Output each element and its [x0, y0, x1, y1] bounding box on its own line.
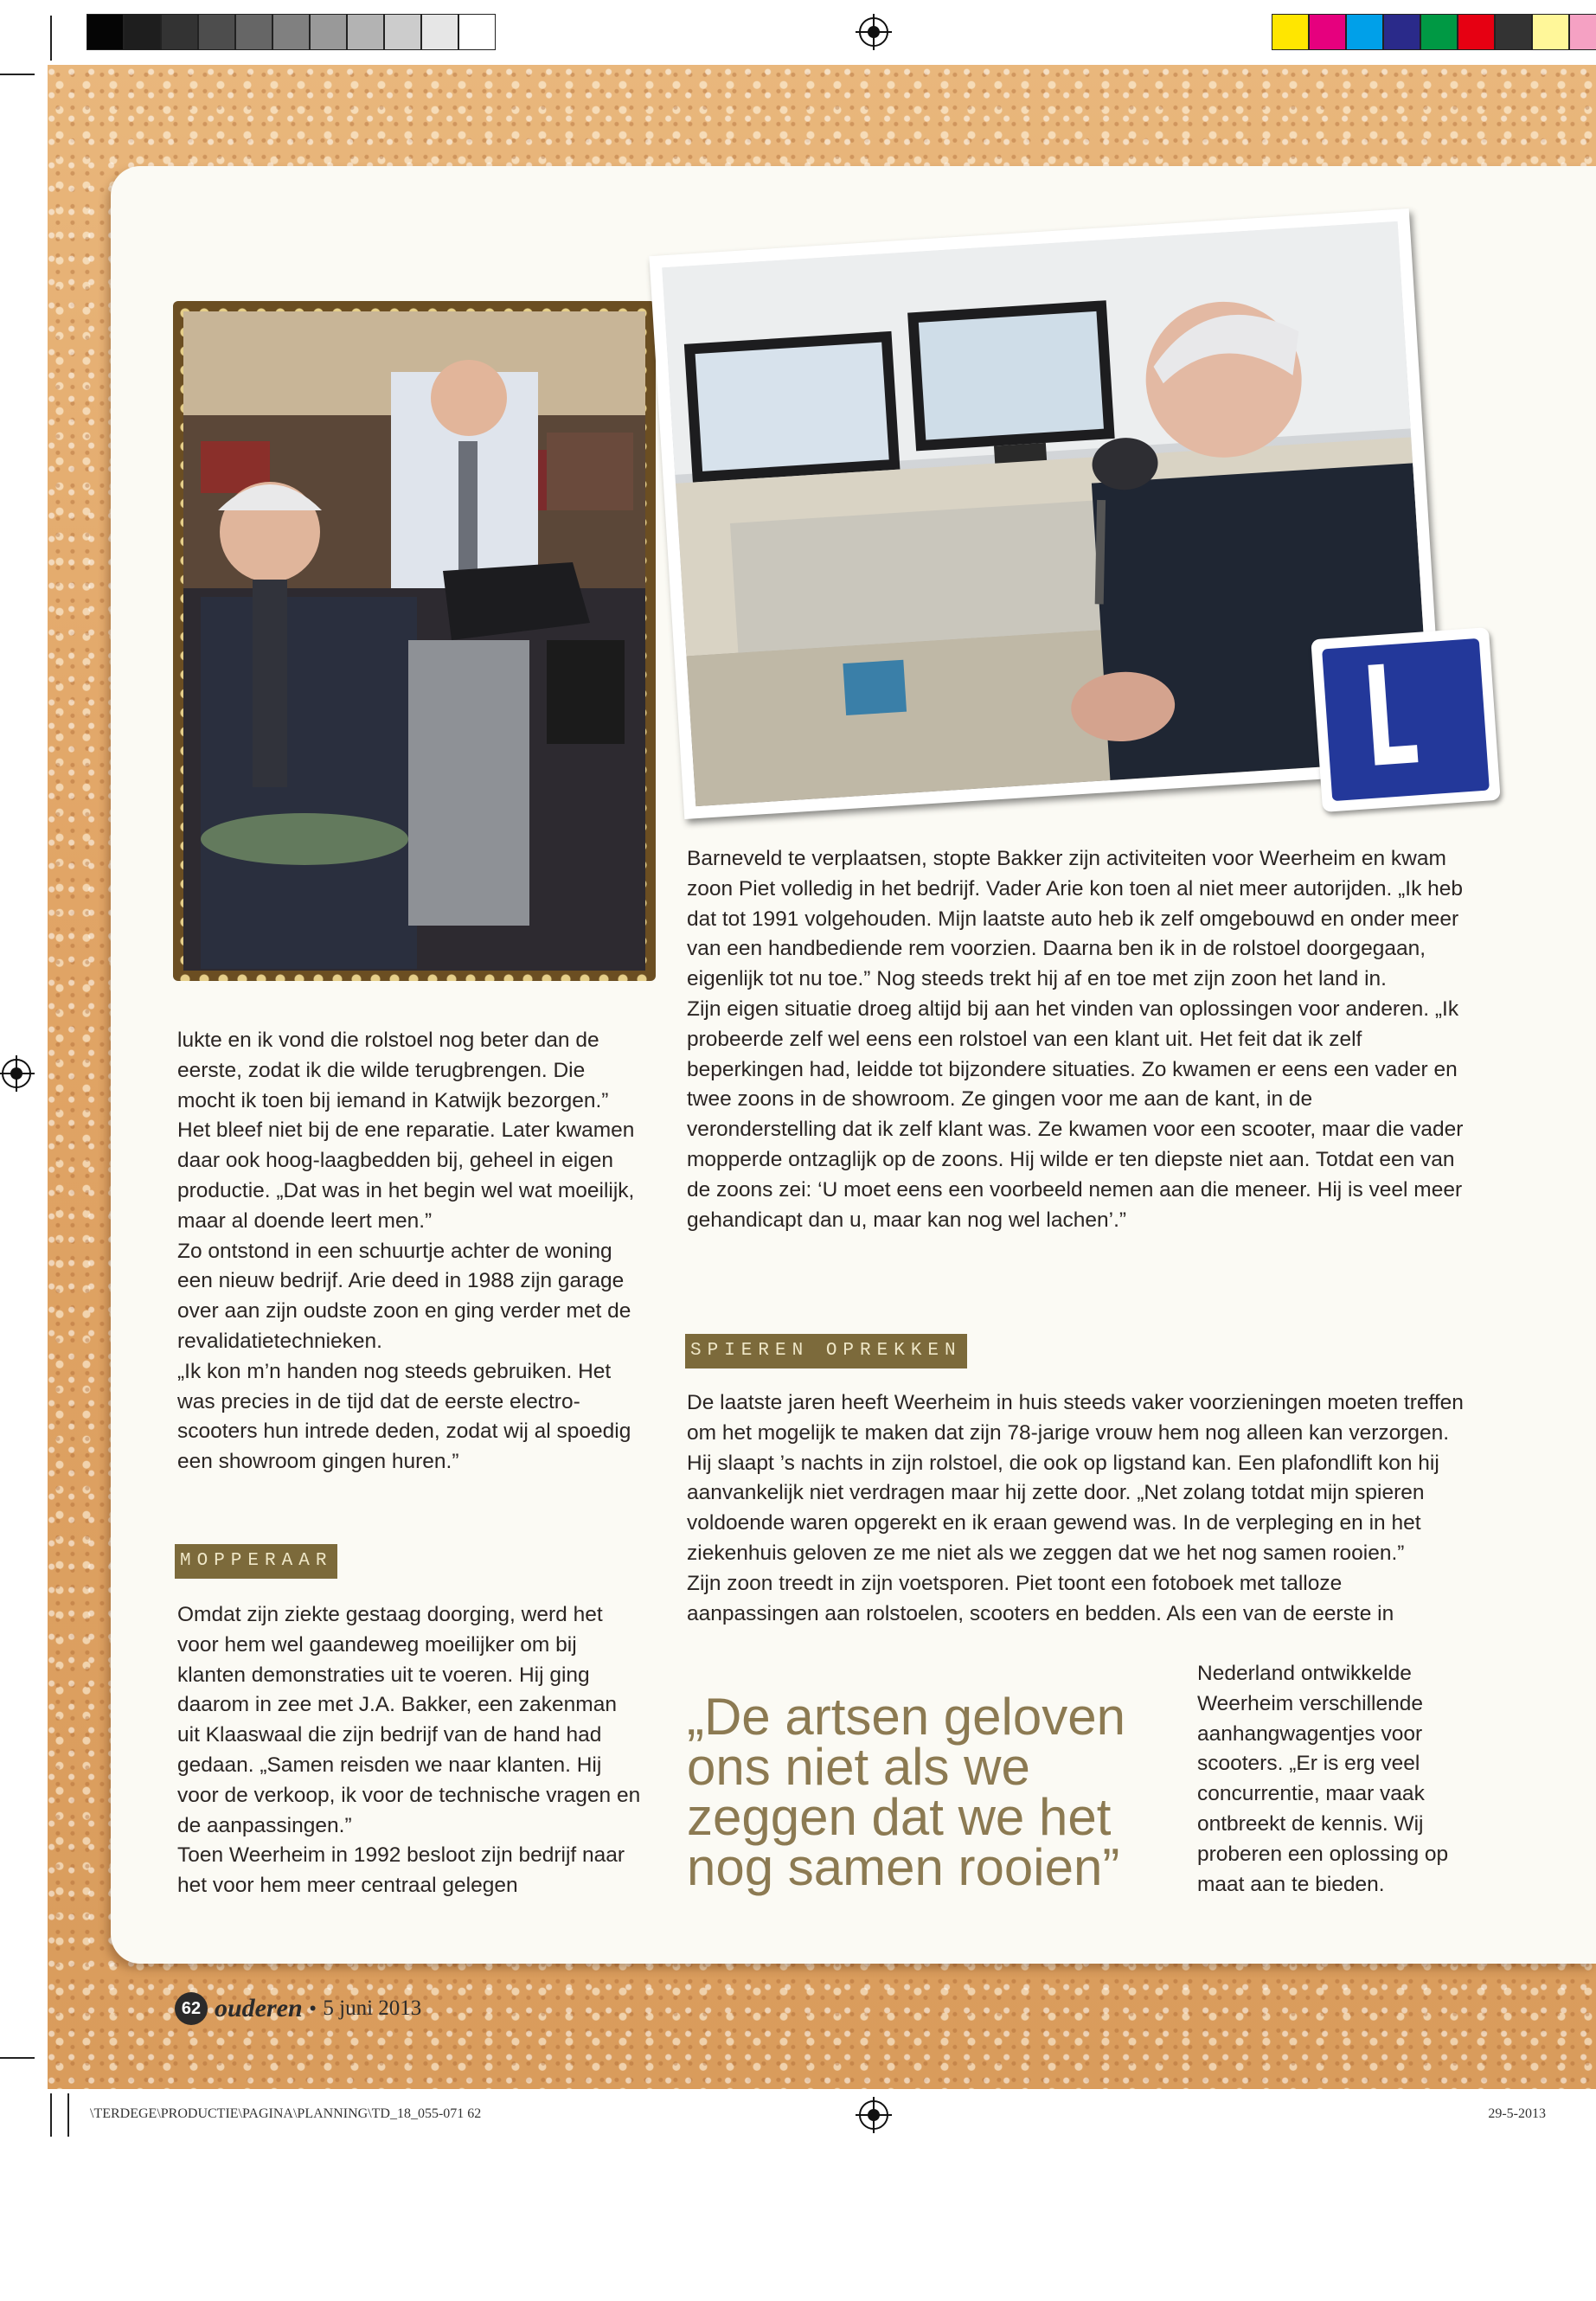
section-heading-spieren-oprekken: SPIEREN OPREKKEN [685, 1334, 967, 1368]
pull-quote-line: „De artsen geloven [687, 1688, 1125, 1746]
page-footer [175, 1991, 421, 2026]
calibration-swatch [272, 14, 310, 50]
calibration-swatch [421, 14, 458, 50]
right-column-tail [1197, 1659, 1465, 1900]
pull-quote-line: ons niet als we [687, 1738, 1030, 1796]
calibration-swatch [87, 14, 124, 50]
right-column-top [687, 844, 1465, 1235]
paragraph: Nederland ontwikkelde Weerheim verschillende aanhangwagentjes voor scooters. „Er is erg veel concurrentie, maar vaak ontbreekt de kennis. Wij proberen een oplossing op maat aan te bieden. [1197, 1662, 1449, 1896]
photo-scene-left [183, 311, 645, 971]
left-column-top [177, 1026, 644, 1477]
slug-path: \TERDEGE\PRODUCTIE\PAGINA\PLANNING\TD_18_055-071 62 [90, 2106, 482, 2121]
paragraph: Zijn zoon treedt in zijn voetsporen. Piet toont een fotoboek met talloze aanpassingen aan rolstoelen, scooters en bedden. Als een van de eerste in [687, 1571, 1394, 1625]
calibration-swatch [384, 14, 421, 50]
calibration-swatch [1458, 14, 1495, 50]
crop-mark [0, 74, 35, 75]
color-bar [1272, 14, 1596, 50]
calibration-swatch [458, 14, 496, 50]
photo-man-in-wheelchair [173, 301, 656, 981]
paragraph: Barneveld te verplaatsen, stopte Bakker zijn activiteiten voor Weerheim en kwam zoon Piet volledig in het bedrijf. Vader Arie kon toen al niet meer autorijden. „Ik heb dat tot 1991 volgehouden. Mijn laatste auto heb ik zelf omgebouwd en onder meer van een handbediende rem voorzien. Daarna ben ik in de rolstoel doorgegaan, eigenlijk tot nu toe.” Nog steeds trekt hij af en toe met zijn zoon het land in. [687, 847, 1464, 991]
calibration-swatch [1272, 14, 1309, 50]
crop-mark [50, 2093, 52, 2137]
registration-mark-bottom [859, 2100, 888, 2130]
calibration-swatch [1309, 14, 1346, 50]
grayscale-bar [87, 14, 496, 50]
pull-quote [687, 1688, 1171, 1896]
l-sign-letter [1364, 658, 1420, 769]
paragraph: De laatste jaren heeft Weerheim in huis steeds vaker voorzieningen moeten treffen om het mogelijk te maken dat zijn 78-jarige vrouw hem nog alleen kan verzorgen. Hij slaapt ’s nachts in zijn rolstoel, die ook op ligstand kan. Een plafondlift kon hij aanvankelijk niet verdragen maar hij zette door. „Net zolang totdat mijn spieren voldoende waren opgerekt en ik eraan gewend was. In de verpleging en in het ziekenhuis geloven ze me niet als we zeggen dat we het nog samen rooien.” [687, 1391, 1464, 1565]
calibration-swatch [347, 14, 384, 50]
paragraph: Het bleef niet bij de ene reparatie. Later kwamen daar ook hoog-laagbedden bij, geheel in eigen productie. „Dat was in het begin wel wat moeilijk, maar al doende leert men.” [177, 1118, 635, 1233]
crop-mark [67, 2093, 69, 2137]
paragraph: Omdat zijn ziekte gestaag doorging, werd het voor hem wel gaandeweg moeilijker om bij klanten demonstraties uit te voeren. Hij ging daarom in zee met J.A. Bakker, een zakenman uit Klaaswaal die zijn bedrijf van de hand had gedaan. „Samen reisden we naar klanten. Hij voor de verkoop, ik voor de technische vragen en de aanpassingen.” [177, 1603, 641, 1837]
magazine-name: ouderen [215, 1994, 303, 2022]
pull-quote-line: nog samen rooien” [687, 1838, 1120, 1896]
issue-date: 5 juni 2013 [323, 1997, 422, 2020]
page-number: 62 [175, 1992, 208, 2025]
calibration-swatch [235, 14, 272, 50]
section-heading-mopperaar: MOPPERAAR [175, 1544, 337, 1579]
registration-mark-left [2, 1059, 31, 1088]
calibration-swatch [310, 14, 347, 50]
calibration-swatch [198, 14, 235, 50]
calibration-swatch [1346, 14, 1383, 50]
calibration-swatch [161, 14, 198, 50]
paragraph: Toen Weerheim in 1992 besloot zijn bedrijf naar het voor hem meer centraal gelegen [177, 1843, 625, 1898]
calibration-swatch [124, 14, 161, 50]
crop-mark [50, 16, 52, 61]
crop-mark [0, 2057, 35, 2059]
right-column-bottom [687, 1388, 1465, 1629]
paragraph: lukte en ik vond die rolstoel nog beter dan de eerste, zodat ik die wilde terugbrengen. Die mocht ik toen bij iemand in Katwijk bezorgen.” [177, 1029, 609, 1112]
footer-separator: • [309, 1997, 317, 2019]
registration-mark-top [859, 17, 888, 47]
calibration-swatch [1495, 14, 1532, 50]
calibration-swatch [1532, 14, 1569, 50]
l-sign [1311, 627, 1500, 812]
left-column-bottom [177, 1600, 644, 1901]
calibration-swatch [1569, 14, 1596, 50]
paragraph: Zo ontstond in een schuurtje achter de woning een nieuw bedrijf. Arie deed in 1988 zijn garage over aan zijn oudste zoon en ging verder met de revalidatietechnieken. [177, 1239, 631, 1353]
paragraph: „Ik kon m’n handen nog steeds gebruiken. Het was precies in de tijd dat de eerste electro-scooters hun intrede deden, zodat wij al spoedig een showroom gingen huren.” [177, 1359, 631, 1474]
calibration-swatch [1420, 14, 1458, 50]
calibration-swatch [1383, 14, 1420, 50]
slug-date: 29-5-2013 [1488, 2106, 1546, 2121]
paragraph: Zijn eigen situatie droeg altijd bij aan het vinden van oplossingen voor anderen. „Ik probeerde zelf wel eens een rolstoel van een klant uit. Het feit dat ik zelf beperkingen had, leidde tot bijzondere situaties. Zo kwamen er eens een vader en twee zoons in de showroom. Ze gingen voor me aan de kant, in de veronderstelling dat ik zelf klant was. Ze kwamen voor een scooter, maar die vader mopperde ontzaglijk op de zoons. Hij wilde er ten diepste niet aan. Totdat een van de zoons zei: ‘U moet eens een voorbeeld nemen aan die meneer. Hij is veel meer gehandicapt dan u, maar kan nog wel lachen’.” [687, 997, 1464, 1232]
pull-quote-line: zeggen dat we het [687, 1788, 1112, 1846]
